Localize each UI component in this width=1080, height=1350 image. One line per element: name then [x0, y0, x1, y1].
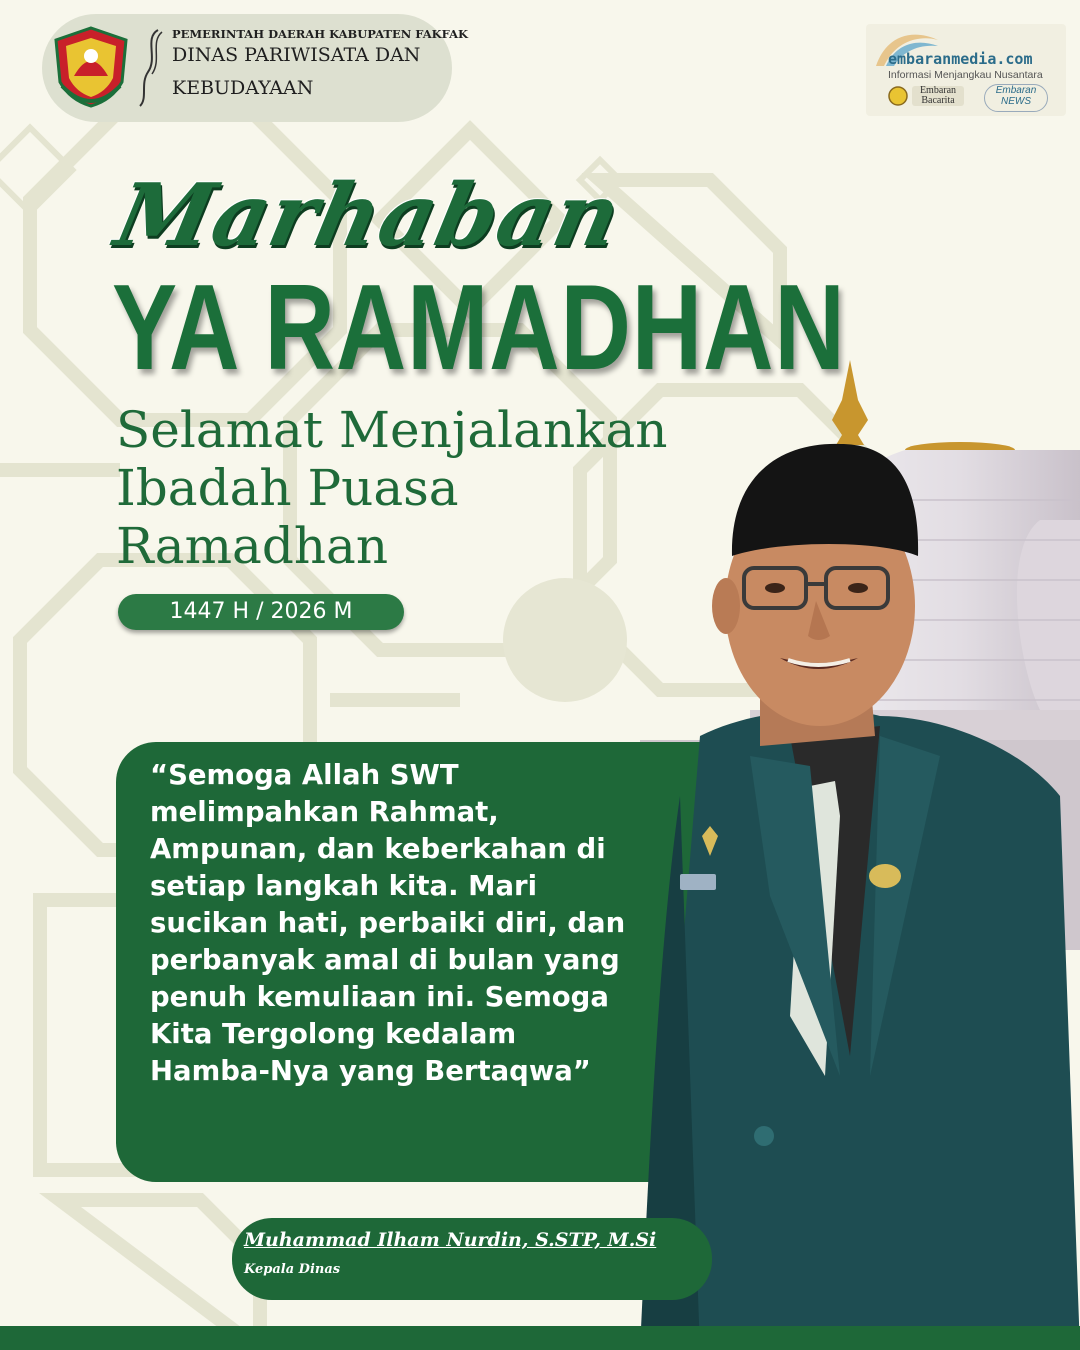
sub-brand-news: Embaran NEWS: [984, 84, 1048, 112]
media-brand-name: embaranmedia.com: [888, 50, 1033, 68]
script-title: Marhaban: [107, 165, 630, 266]
department-name-line2: KEBUDAYAAN: [172, 77, 314, 99]
subtitle-line-2: Ibadah Puasa: [116, 459, 459, 517]
official-name: Muhammad Ilham Nurdin, S.STP, M.Si: [244, 1229, 657, 1251]
fakfak-regency-emblem-icon: [52, 26, 130, 108]
department-name-line1: DINAS PARIWISATA DAN: [172, 44, 421, 66]
government-name: PEMERINTAH DAERAH KABUPATEN FAKFAK: [172, 27, 469, 41]
bacarita-seal-icon: [888, 84, 908, 108]
header-divider-flourish: [136, 28, 166, 108]
media-tagline: Informasi Menjangkau Nusantara: [888, 69, 1043, 81]
subtitle-line-3: Ramadhan: [116, 517, 389, 575]
bottom-bar: [0, 1326, 1080, 1350]
sub-brand-bacarita: Embaran Bacarita: [912, 86, 964, 106]
quote-text: “Semoga Allah SWT melimpahkan Rahmat, Ampunan, dan keberkahan di setiap langkah kita. Mari sucikan hati, perbaiki diri, dan perbanyak amal di bulan yang penuh kemuliaan ini. Semoga Kita Tergolong kedalam Hamba-Nya yang Bertaqwa”: [150, 759, 626, 1087]
main-title: YA RAMADHAN: [112, 259, 846, 395]
year-badge: 1447 H / 2026 M: [118, 594, 404, 630]
official-title: Kepala Dinas: [244, 1262, 341, 1277]
official-portrait: [640, 436, 1080, 1350]
subtitle-line-1: Selamat Menjalankan: [116, 401, 668, 459]
